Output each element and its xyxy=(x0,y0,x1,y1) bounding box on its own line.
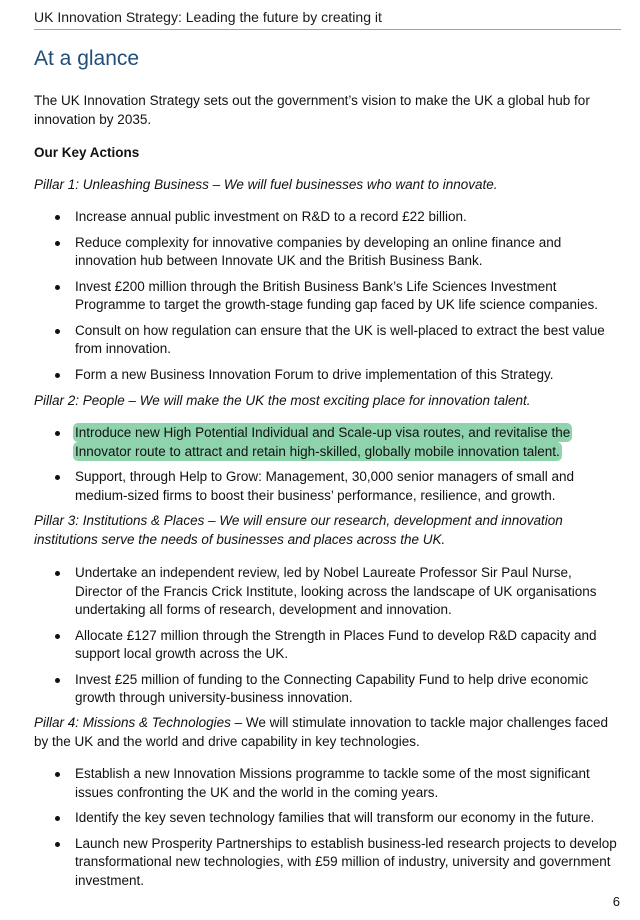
pillar-3-italic: Pillar 3: Institutions & Places – We will ensure our research, development and innovation institutions serve the needs of businesses and places across the UK. xyxy=(34,513,563,547)
list-item-text: Launch new Prosperity Partnerships to establish business-led research projects to develop transformational new technologies, with £59 million of industry, university and government investment. xyxy=(75,835,617,888)
list-item xyxy=(0,366,640,385)
list-item xyxy=(0,468,640,505)
list-item xyxy=(0,627,640,664)
list-item-text: Identify the key seven technology families that will transform our economy in the future. xyxy=(75,810,595,825)
pillar-3-heading xyxy=(34,512,624,549)
bullet-icon xyxy=(55,431,60,436)
list-item-text: Consult on how regulation can ensure that the UK is well-placed to extract the best value from innovation. xyxy=(75,322,605,356)
list-item xyxy=(0,765,640,802)
list-item xyxy=(0,234,640,271)
pillar-4-italic: Pillar 4: Missions & Technologies xyxy=(34,715,231,730)
pillar-4-list xyxy=(0,765,640,897)
pillar-4-heading xyxy=(34,714,624,751)
pillar-1-italic: Pillar 1: Unleashing Business – We will fuel businesses who want to innovate. xyxy=(34,177,498,192)
bullet-icon xyxy=(55,215,60,220)
bullet-icon xyxy=(55,241,60,246)
list-item xyxy=(0,564,640,620)
list-item-text: Reduce complexity for innovative companies by developing an online finance and innovation hub between Innovate UK and the British Business Bank. xyxy=(75,234,562,268)
pillar-2-list xyxy=(0,424,640,512)
bullet-icon xyxy=(55,285,60,290)
pillar-2-heading xyxy=(34,392,624,411)
list-item-text: Allocate £127 million through the Strength in Places Fund to develop R&D capacity and support local growth across the UK. xyxy=(75,627,597,661)
bullet-icon xyxy=(55,842,60,847)
page-title: At a glance xyxy=(34,47,140,70)
highlighted-text: Introduce new High Potential Individual and Scale-up visa routes, and revitalise the Innovator route to attract and retain high-skilled, globally mobile innovation talent. xyxy=(75,425,571,459)
list-item xyxy=(0,278,640,315)
list-item xyxy=(0,424,640,461)
running-header: UK Innovation Strategy: Leading the future by creating it xyxy=(34,8,621,30)
intro-paragraph: The UK Innovation Strategy sets out the government’s vision to make the UK a global hub for innovation by 2035. xyxy=(34,93,590,127)
bullet-icon xyxy=(55,772,60,777)
list-item xyxy=(0,809,640,828)
list-item-text: Invest £200 million through the British Business Bank’s Life Sciences Investment Programme to target the growth-stage funding gap faced by UK life science companies. xyxy=(75,278,599,312)
pillar-3-list xyxy=(0,564,640,715)
bullet-icon xyxy=(55,373,60,378)
page-number: 6 xyxy=(612,894,620,909)
list-item xyxy=(0,322,640,359)
pillar-1-heading xyxy=(34,176,624,195)
list-item xyxy=(0,671,640,708)
bullet-icon xyxy=(55,816,60,821)
pillar-1-list xyxy=(0,208,640,391)
list-item-text: Increase annual public investment on R&D to a record £22 billion. xyxy=(75,209,467,224)
list-item xyxy=(0,208,640,227)
list-item-text: Form a new Business Innovation Forum to drive implementation of this Strategy. xyxy=(75,366,554,382)
list-item-text: Invest £25 million of funding to the Connecting Capability Fund to help drive economic growth through university-business innovation. xyxy=(75,671,589,705)
bullet-icon xyxy=(55,571,60,576)
list-item-text: Undertake an independent review, led by Nobel Laureate Professor Sir Paul Nurse, Director of the Francis Crick Institute, looking across the landscape of UK organisations undertaking all forms of research, development and innovation. xyxy=(75,565,597,617)
bullet-icon xyxy=(55,475,60,480)
pillar-2-italic: Pillar 2: People – We will make the UK the most exciting place for innovation talent. xyxy=(34,393,531,408)
bullet-icon xyxy=(55,329,60,334)
list-item xyxy=(0,835,640,891)
list-item-text: Establish a new Innovation Missions programme to tackle some of the most significant issues confronting the UK and the world in the coming years. xyxy=(75,766,590,800)
bullet-icon xyxy=(55,634,60,639)
bullet-icon xyxy=(55,678,60,683)
list-item-text: Support, through Help to Grow: Management, 30,000 senior managers of small and medium-sized firms to boost their business’ performance, resilience, and growth. xyxy=(75,469,575,503)
pillar-4-rest: – We will stimulate innovation to tackle major challenges faced by the UK and the world and drive capability in key technologies. xyxy=(34,715,609,749)
key-actions-heading: Our Key Actions xyxy=(34,145,140,160)
